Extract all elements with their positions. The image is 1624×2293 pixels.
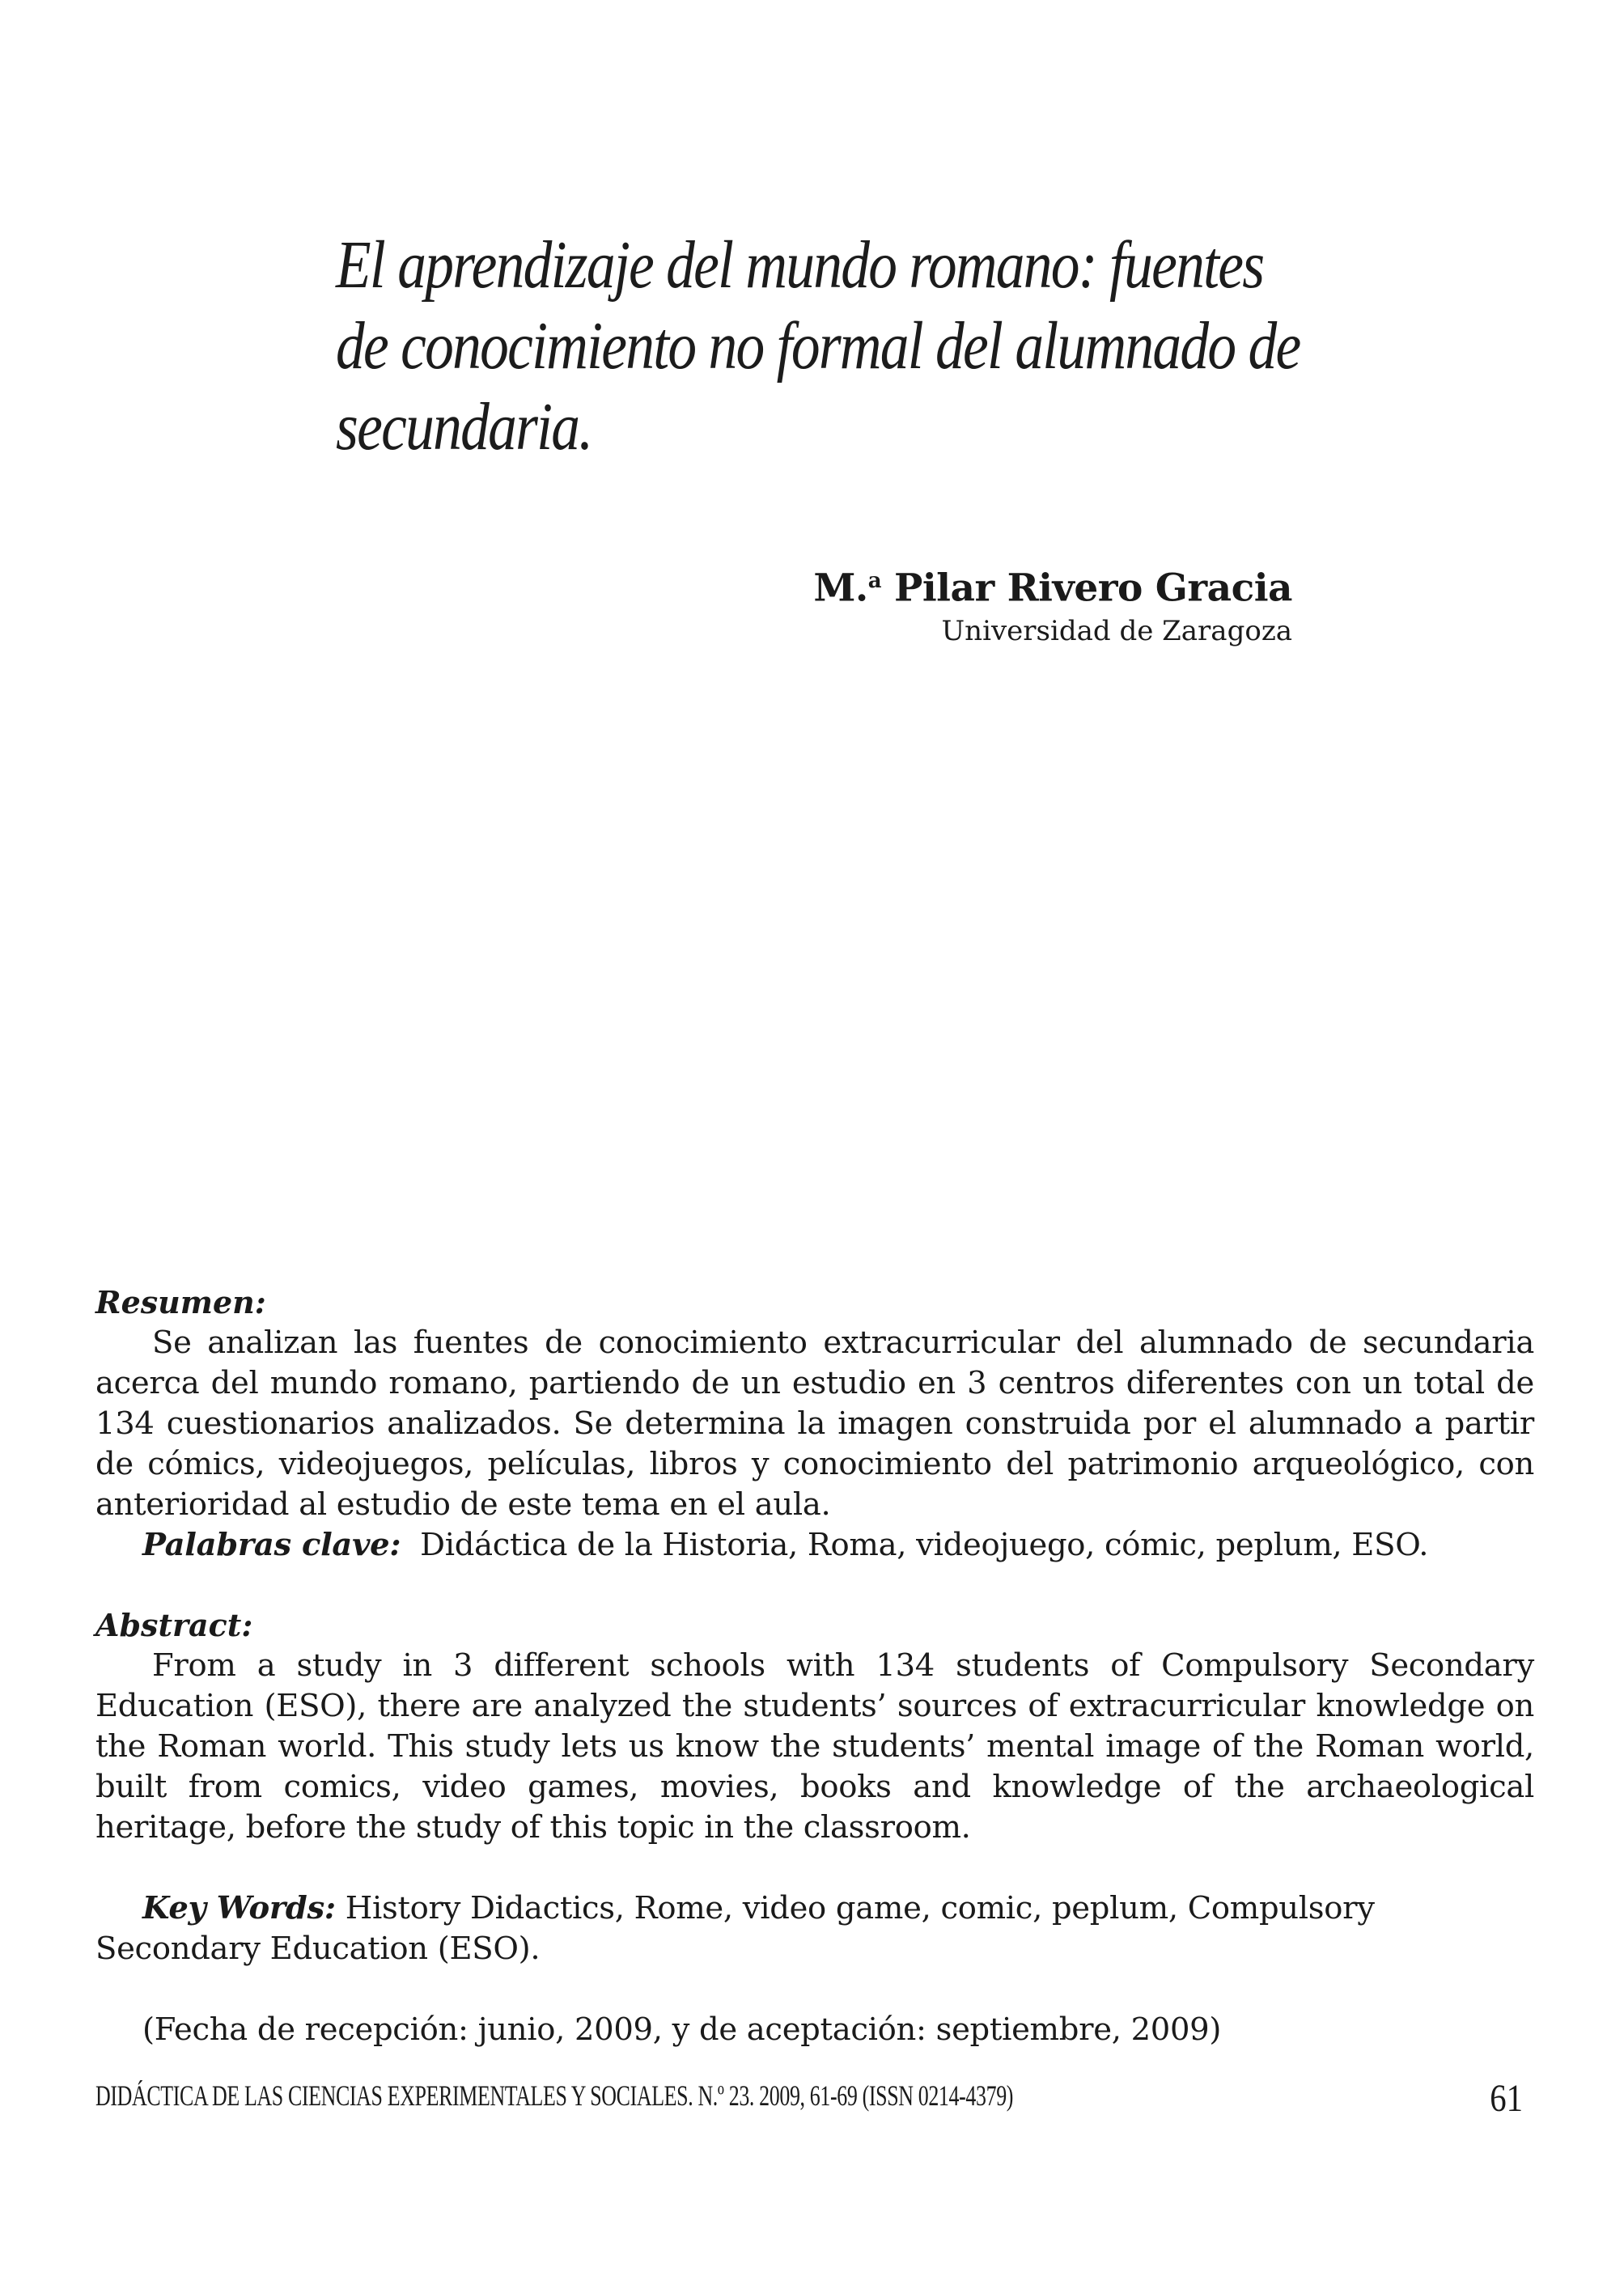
resumen-text: Se analizan las fuentes de conocimiento extracurricular del alumnado de secundaria acerca del mundo romano, partiendo de un estudio en 3 centros diferentes con un total de 134 cuestionarios analizados. Se determina la imagen construida por el alumnado a partir de cómics, videojuegos, películas, libros y conocimiento del patrimonio arqueológico, con anterioridad al estudio de este tema en el aula. [95, 1325, 1534, 1523]
title-line-1: El aprendizaje del mundo romano: fuentes [336, 227, 1264, 303]
resumen-keywords [95, 1525, 1534, 1566]
resumen-section [95, 1282, 1534, 1566]
abstract-section [95, 1605, 1534, 2050]
title-line-2: de conocimiento no formal del alumnado de [336, 308, 1300, 384]
resumen-keywords-value: Didáctica de la Historia, Roma, videojuego, cómic, peplum, ESO. [420, 1527, 1429, 1563]
journal-footer: DIDÁCTICA DE LAS CIENCIAS EXPERIMENTALES Y SOCIALES. N.º 23. 2009, 61-69 (ISSN 0214-4379) [95, 2079, 1014, 2112]
title-line-3: secundaria. [336, 389, 592, 464]
resumen-heading: Resumen: [95, 1284, 266, 1320]
abstract-keywords [95, 1888, 1534, 1969]
resumen-keywords-label: Palabras clave: [142, 1527, 401, 1563]
abstract-text: From a study in 3 different schools with 134 students of Compulsory Secondary Education (ESO), there are analyzed the students’ sources of extracurricular knowledge on the Roman world. This study lets us know the students’ mental image of the Roman world, built from comics, video games, movies, books and knowledge of the archaeological heritage, before the study of this topic in the classroom. [95, 1647, 1534, 1846]
reception-dates: (Fecha de recepción: junio, 2009, y de aceptación: septiembre, 2009) [142, 2011, 1222, 2048]
abstract-heading: Abstract: [95, 1607, 253, 1643]
author-block [813, 558, 1292, 649]
page-number: 61 [1490, 2077, 1523, 2120]
author-name: M.$^a$ Pilar Rivero Gracia [813, 566, 1292, 611]
article-title [336, 225, 1300, 468]
author-affiliation: Universidad de Zaragoza [941, 614, 1292, 647]
abstract-keywords-label: Key Words: [142, 1890, 336, 1926]
abstract-keywords-value: History Didactics, Rome, video game, comic, peplum, Compulsory Secondary Education (ESO). [95, 1890, 1375, 1967]
